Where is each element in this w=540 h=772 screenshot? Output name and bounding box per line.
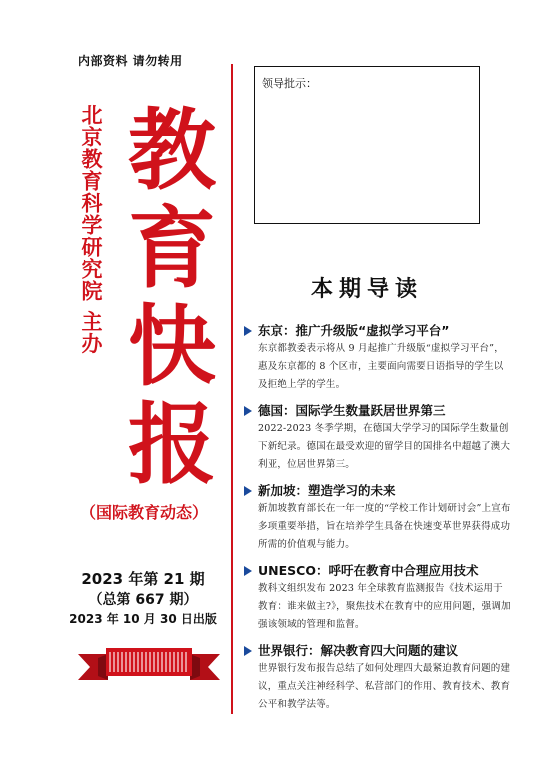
article-headline-text: UNESCO：呼吁在教育中合理应用技术 <box>258 563 479 578</box>
organizer-text: 北京教育科学研究院 主办 <box>79 104 103 355</box>
article-headline <box>244 562 512 580</box>
guide-article <box>244 322 512 394</box>
guide-article <box>244 482 512 554</box>
title-char: 教 <box>127 98 216 202</box>
internal-notice: 内部资料 请勿转用 <box>78 54 183 68</box>
vertical-divider <box>231 64 233 714</box>
article-headline-text: 东京：推广升级版“虚拟学习平台” <box>258 323 450 338</box>
guide-article <box>244 642 512 714</box>
article-headline <box>244 642 512 660</box>
guide-title: 本期导读 <box>310 276 423 302</box>
article-summary: 东京都教委表示将从 9 月起推广升级版“虚拟学习平台”，惠及东京都的 8 个区市，主要面向需要日语指导的学生以及拒绝上学的学生。 <box>258 343 504 390</box>
article-summary: 新加坡教育部长在一年一度的“学校工作计划研讨会”上宣布多项重要举措，旨在培养学生具备在快速变革世界获得成功所需的价值观与能力。 <box>258 503 511 550</box>
arrow-bullet-icon <box>244 486 252 496</box>
masthead-title <box>122 98 222 496</box>
leader-comment-box <box>254 66 480 224</box>
ribbon-ornament <box>74 640 224 696</box>
article-headline-text: 新加坡：塑造学习的未来 <box>258 483 396 498</box>
masthead-subtitle: （国际教育动态） <box>79 503 208 522</box>
issue-info <box>58 568 228 628</box>
article-headline-text: 德国：国际学生数量跃居世界第三 <box>258 403 446 418</box>
issue-number: 2023 年第 21 期 <box>81 570 205 588</box>
leader-comment-label: 领导批示： <box>262 77 317 90</box>
arrow-bullet-icon <box>244 566 252 576</box>
guide-article <box>244 402 512 474</box>
total-issue-number: （总第 667 期） <box>88 592 198 608</box>
title-char: 育 <box>127 196 216 300</box>
article-headline <box>244 482 512 500</box>
publish-date: 2023 年 10 月 30 日出版 <box>69 612 217 626</box>
arrow-bullet-icon <box>244 646 252 656</box>
article-summary: 教科文组织发布 2023 年全球教育监测报告《技术运用于教育：谁来做主?》，聚焦技术在教育中的应用问题，强调加强该领域的管理和监督。 <box>258 583 511 630</box>
guide-article <box>244 562 512 634</box>
article-headline <box>244 322 512 340</box>
article-summary: 世界银行发布报告总结了如何处理四大最紧迫教育问题的建议，重点关注神经科学、私营部门的作用、教育技术、教育公平和教学法等。 <box>258 663 511 710</box>
arrow-bullet-icon <box>244 326 252 336</box>
guide-article-list <box>244 322 512 722</box>
article-headline <box>244 402 512 420</box>
arrow-bullet-icon <box>244 406 252 416</box>
article-headline-text: 世界银行：解决教育四大问题的建议 <box>258 643 459 658</box>
title-char: 报 <box>127 392 216 496</box>
title-char: 快 <box>127 294 216 398</box>
article-summary: 2022-2023 冬季学期，在德国大学学习的国际学生数量创下新纪录。德国在最受欢迎的留学目的国排名中超越了澳大利亚，位居世界第三。 <box>258 423 511 470</box>
